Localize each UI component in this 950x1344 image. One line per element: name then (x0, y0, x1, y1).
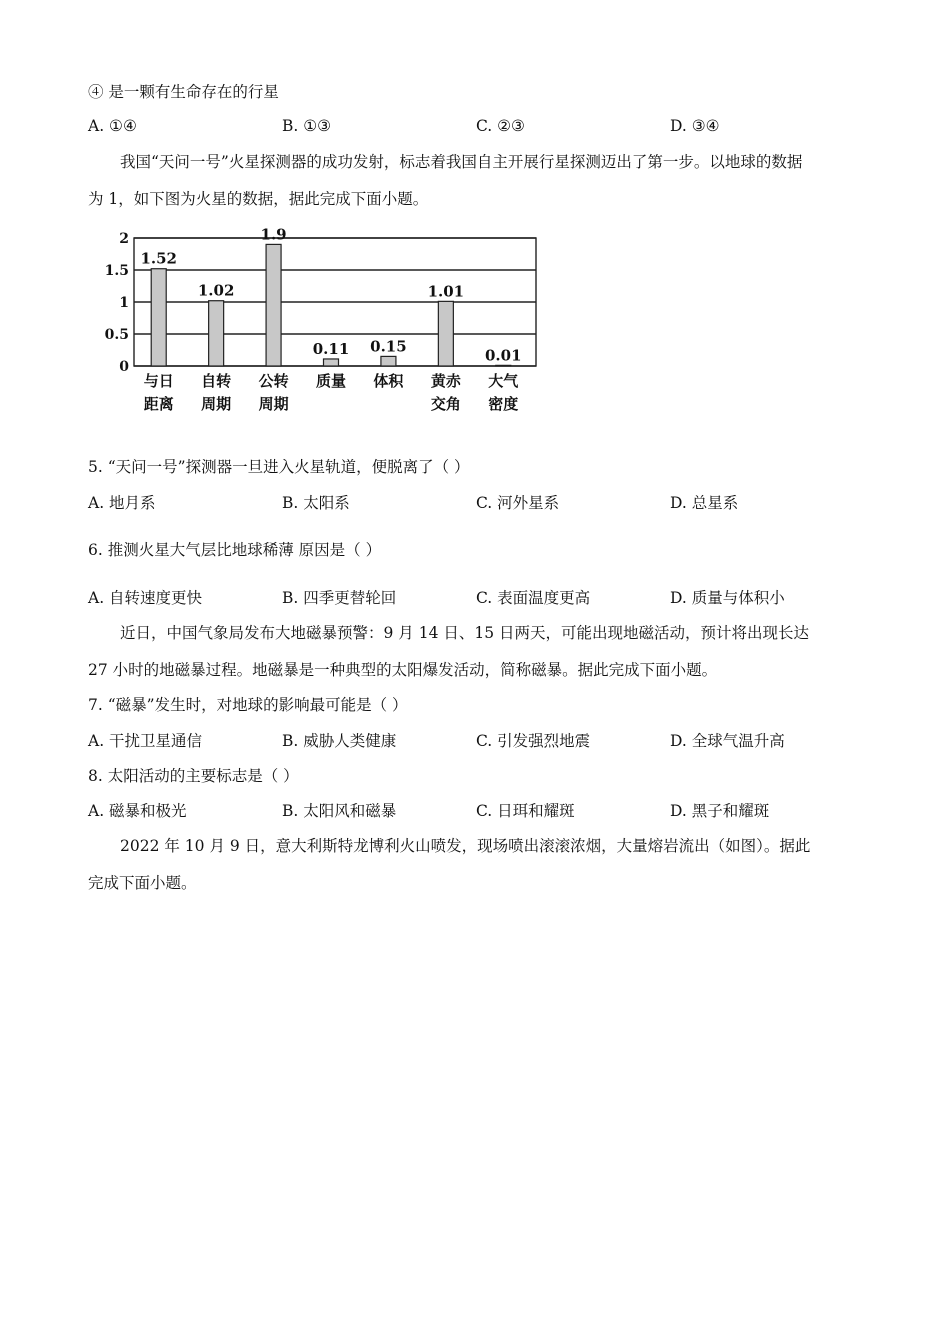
q4-option-d[interactable]: D. ③④ (670, 117, 720, 135)
q4-option-c[interactable]: C. ②③ (476, 117, 525, 135)
bar-value-label: 1.02 (197, 281, 235, 300)
y-tick-label: 1.5 (104, 263, 129, 279)
q8-option-a[interactable]: A. 磁暴和极光 (88, 802, 187, 820)
q5-options (88, 493, 888, 513)
q8-option-d[interactable]: D. 黑子和耀斑 (670, 802, 770, 820)
passage1-line2: 为 1，如下图为火星的数据，据此完成下面小题。 (88, 190, 429, 208)
q8-option-b[interactable]: B. 太阳风和磁暴 (282, 802, 397, 820)
q8-option-c[interactable]: C. 日珥和耀斑 (476, 802, 575, 820)
y-tick-label: 0 (119, 359, 129, 375)
q4-option-a[interactable]: A. ①④ (88, 117, 137, 135)
q4-options (88, 116, 888, 136)
q8-stem: 8. 太阳活动的主要标志是（ ） (88, 767, 299, 785)
q6-option-d[interactable]: D. 质量与体积小 (670, 589, 785, 607)
y-tick-label: 1 (119, 295, 129, 311)
q6-options (88, 588, 888, 608)
bar (438, 301, 453, 366)
q5-option-a[interactable]: A. 地月系 (88, 494, 156, 512)
q5-option-d[interactable]: D. 总星系 (670, 494, 739, 512)
bar (151, 269, 166, 366)
passage3-line2: 完成下面小题。 (88, 874, 197, 892)
bar-value-label: 1.9 (260, 225, 287, 244)
q7-stem: 7. “磁暴”发生时，对地球的影响最可能是（ ） (88, 696, 408, 714)
bar-value-label: 1.52 (140, 249, 177, 268)
q6-option-b[interactable]: B. 四季更替轮回 (282, 589, 397, 607)
x-category-label: 体积 (373, 372, 404, 390)
x-category-label: 密度 (488, 395, 519, 413)
bar (209, 301, 224, 366)
bar-value-label: 0.01 (485, 346, 522, 365)
q7-option-b[interactable]: B. 威胁人类健康 (282, 732, 397, 750)
q4-option-b[interactable]: B. ①③ (282, 117, 332, 135)
q6-option-c[interactable]: C. 表面温度更高 (476, 589, 591, 607)
x-category-label: 交角 (430, 395, 461, 413)
x-category-label: 公转 (258, 372, 289, 390)
q6-stem: 6. 推测火星大气层比地球稀薄 原因是（ ） (88, 541, 382, 559)
bar-value-label: 1.01 (427, 282, 465, 301)
bar (496, 365, 511, 366)
y-tick-label: 2 (119, 231, 129, 247)
passage1-line1: 我国“天问一号”火星探测器的成功发射，标志着我国自主开展行星探测迈出了第一步。以地球的数据 (120, 153, 803, 171)
bar-value-label: 0.11 (312, 339, 350, 358)
q7-option-a[interactable]: A. 干扰卫星通信 (88, 732, 203, 750)
q5-stem: 5. “天问一号”探测器一旦进入火星轨道，便脱离了（ ） (88, 458, 470, 476)
q8-options (88, 801, 888, 821)
bar (324, 359, 339, 366)
bar (381, 356, 396, 366)
x-category-label: 自转 (201, 372, 232, 390)
bar-value-label: 0.15 (370, 337, 407, 356)
x-category-label: 质量 (315, 372, 347, 390)
x-category-label: 周期 (258, 395, 289, 413)
q5-option-c[interactable]: C. 河外星系 (476, 494, 560, 512)
passage2-line2: 27 小时的地磁暴过程。地磁暴是一种典型的太阳爆发活动，简称磁暴。据此完成下面小题。 (88, 661, 718, 679)
x-category-label: 黄赤 (430, 372, 461, 390)
x-category-label: 周期 (201, 395, 232, 413)
x-category-label: 距离 (143, 395, 174, 413)
q7-options (88, 731, 888, 751)
passage3-line1: 2022 年 10 月 9 日，意大利斯特龙博利火山喷发，现场喷出滚滚浓烟，大量熔岩流出（如图）。据此 (120, 837, 811, 855)
x-category-label: 大气 (488, 372, 519, 390)
q7-option-c[interactable]: C. 引发强烈地震 (476, 732, 591, 750)
x-category-label: 与日 (143, 372, 174, 390)
bar (266, 244, 281, 366)
passage2-line1: 近日，中国气象局发布大地磁暴预警：9 月 14 日、15 日两天，可能出现地磁活动，预计将出现长达 (120, 624, 810, 642)
q7-option-d[interactable]: D. 全球气温升高 (670, 732, 785, 750)
y-tick-label: 0.5 (104, 327, 129, 343)
q6-option-a[interactable]: A. 自转速度更快 (88, 589, 203, 607)
q5-option-b[interactable]: B. 太阳系 (282, 494, 350, 512)
mars-data-bar-chart (98, 222, 548, 422)
q4-option-4-text: ④ 是一颗有生命存在的行星 (88, 83, 279, 101)
